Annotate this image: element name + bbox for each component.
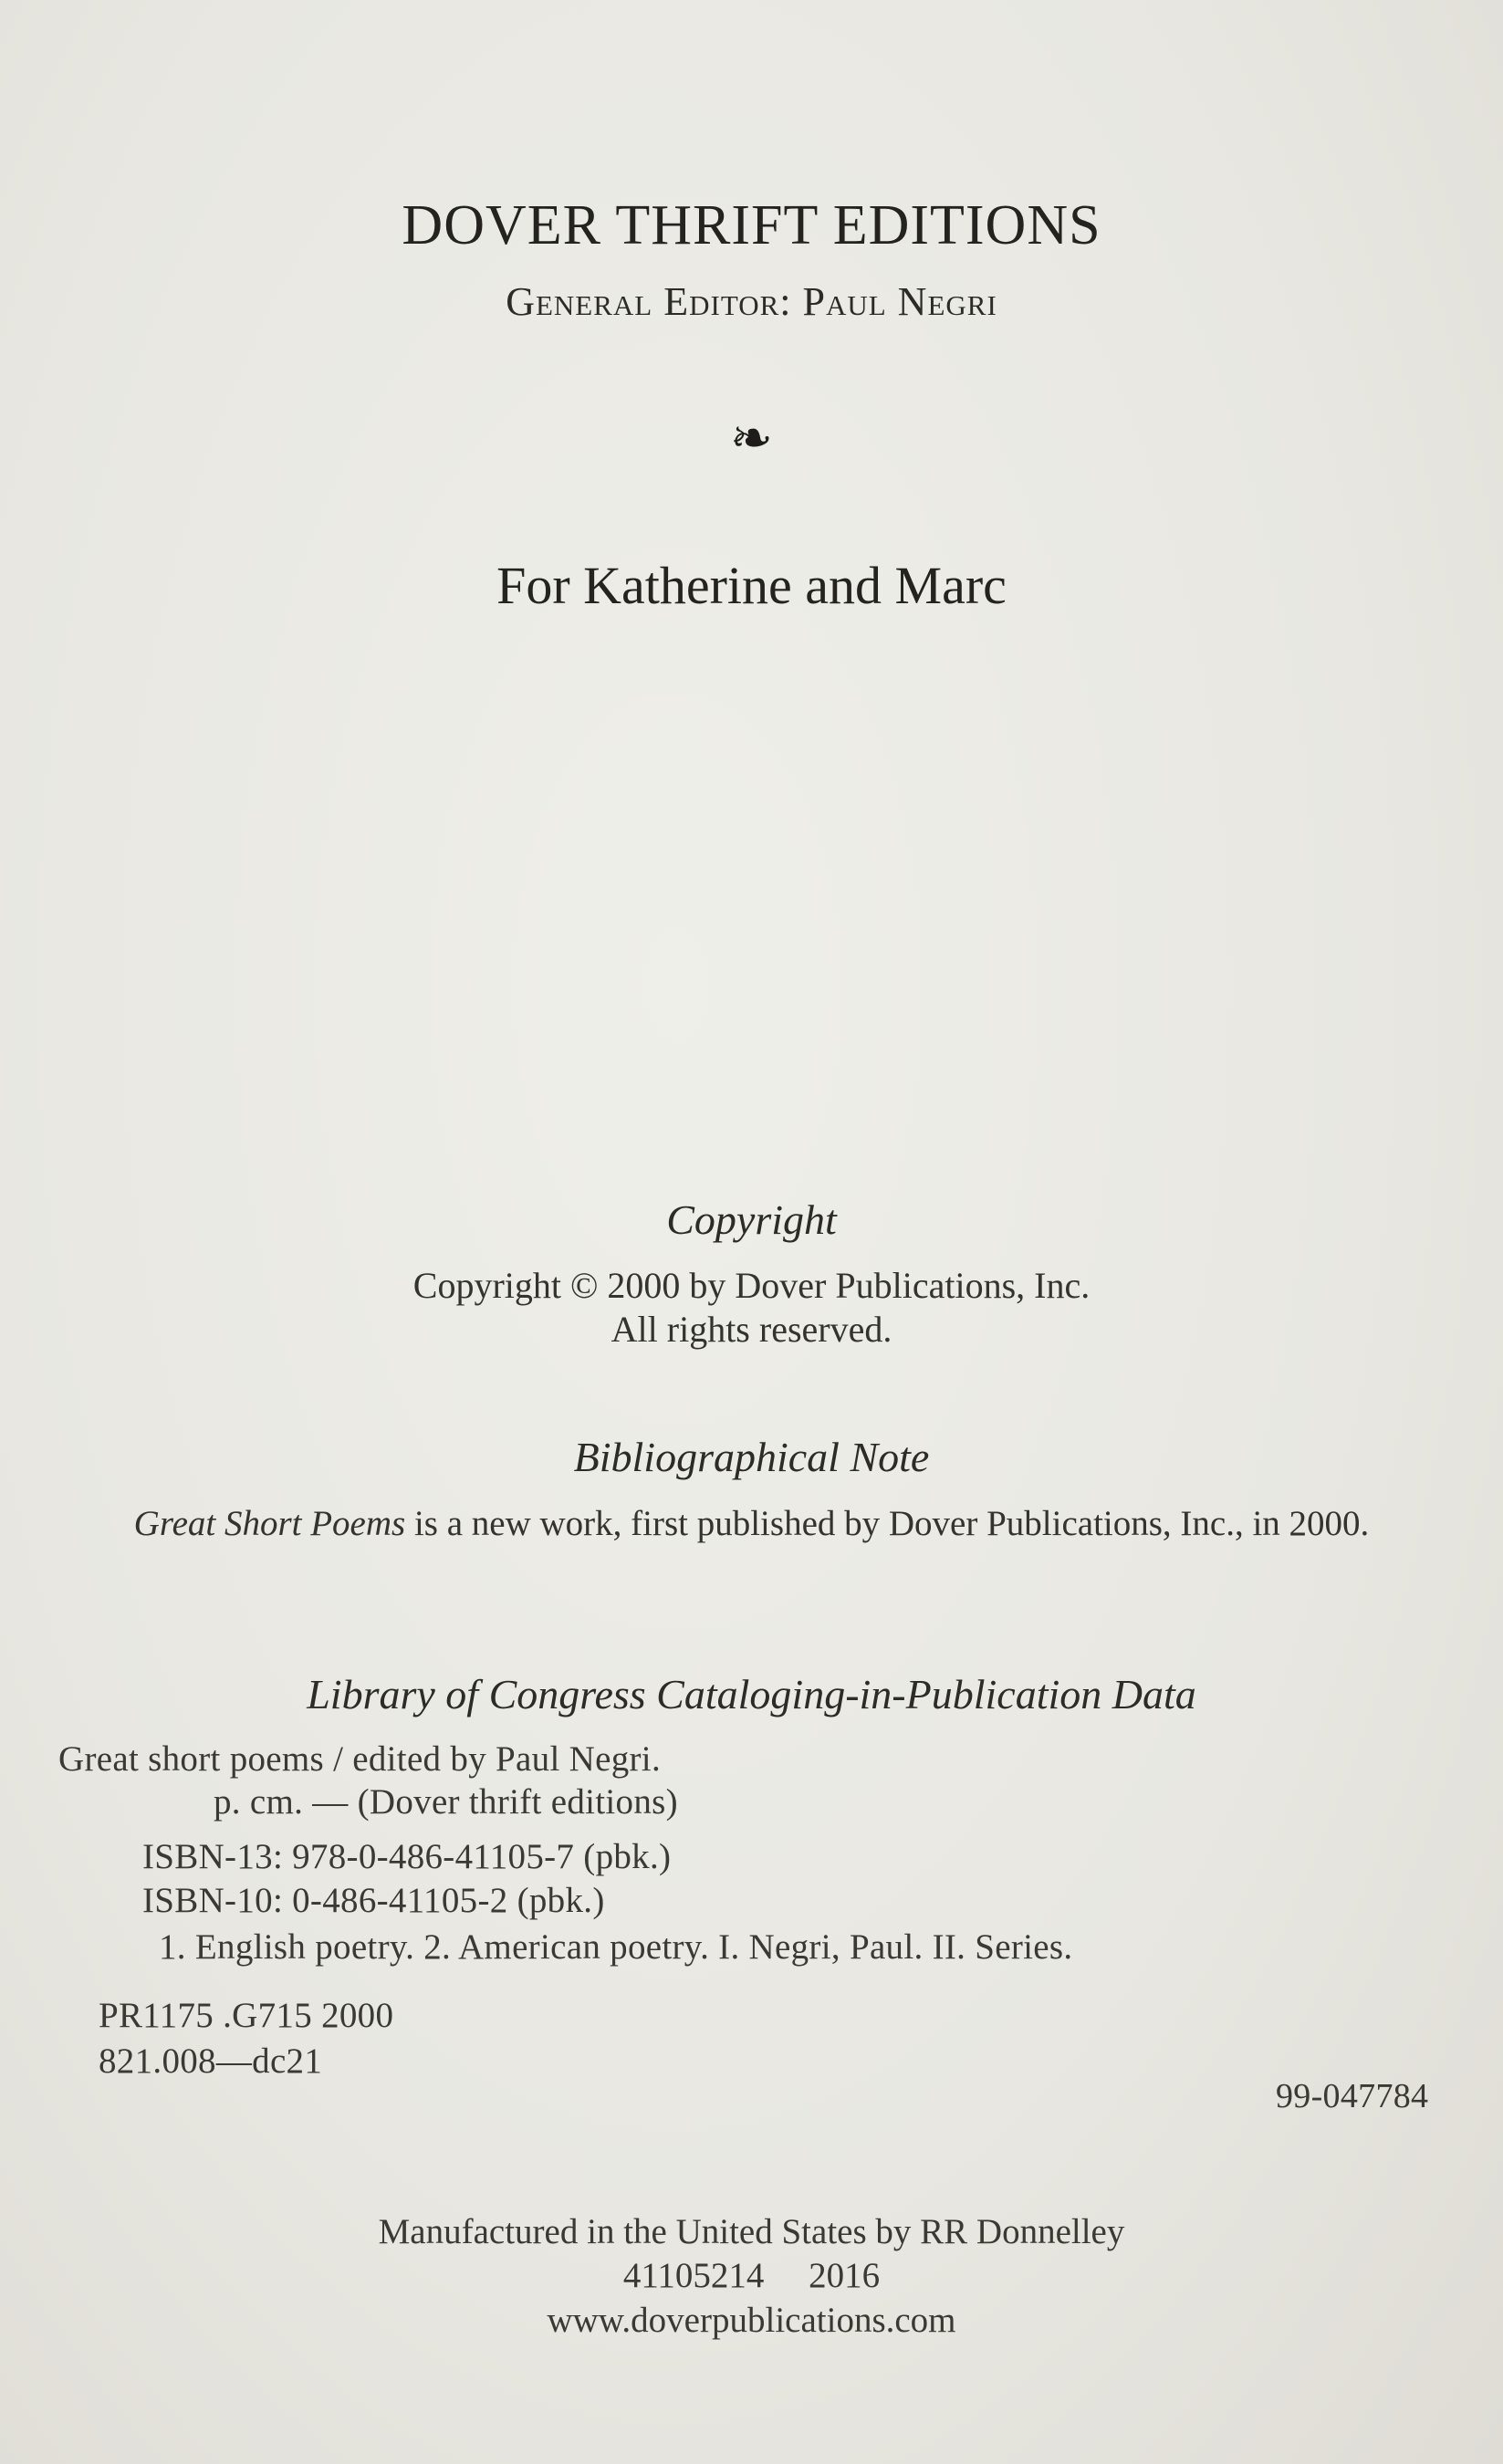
cip-subjects: 1. English poetry. 2. American poetry. I. Negri, Paul. II. Series. [159,1927,1073,1967]
lccn-control-number: 99-047784 [1276,2077,1429,2115]
cip-title-line: Great short poems / edited by Paul Negri. [58,1739,661,1779]
dewey-classification: 821.008—dc21 [99,2041,323,2081]
copyright-heading: Copyright [666,1196,837,1243]
cip-heading: Library of Congress Cataloging-in-Publication Data [307,1671,1196,1717]
isbn-13: ISBN-13: 978-0-486-41105-7 (pbk.) [142,1837,672,1876]
print-code-line: 41105214 2016 [622,2256,881,2295]
publisher-website: www.doverpublications.com [547,2301,956,2340]
manufacture-line: Manufactured in the United States by RR Donnelley [378,2212,1125,2251]
rights-reserved: All rights reserved. [611,1309,892,1350]
general-editor-line: General Editor: Paul Negri [506,279,997,324]
dedication: For Katherine and Marc [496,556,1007,615]
bibliographical-note-heading: Bibliographical Note [573,1434,930,1480]
fleuron-ornament-icon: ❧ [730,411,773,467]
bibliographical-note-body: is a new work, first published by Dover Publications, Inc., in 2000. [405,1504,1370,1543]
series-title: DOVER THRIFT EDITIONS [402,194,1101,256]
isbn-10: ISBN-10: 0-486-41105-2 (pbk.) [142,1881,605,1920]
copyright-notice: Copyright © 2000 by Dover Publications, Inc. [412,1265,1091,1306]
bibliographical-note-text [0,1503,1503,1544]
work-title: Great Short Poems [133,1504,406,1543]
cip-series-line: p. cm. — (Dover thrift editions) [214,1782,678,1822]
lc-classification: PR1175 .G715 2000 [99,1996,394,2035]
